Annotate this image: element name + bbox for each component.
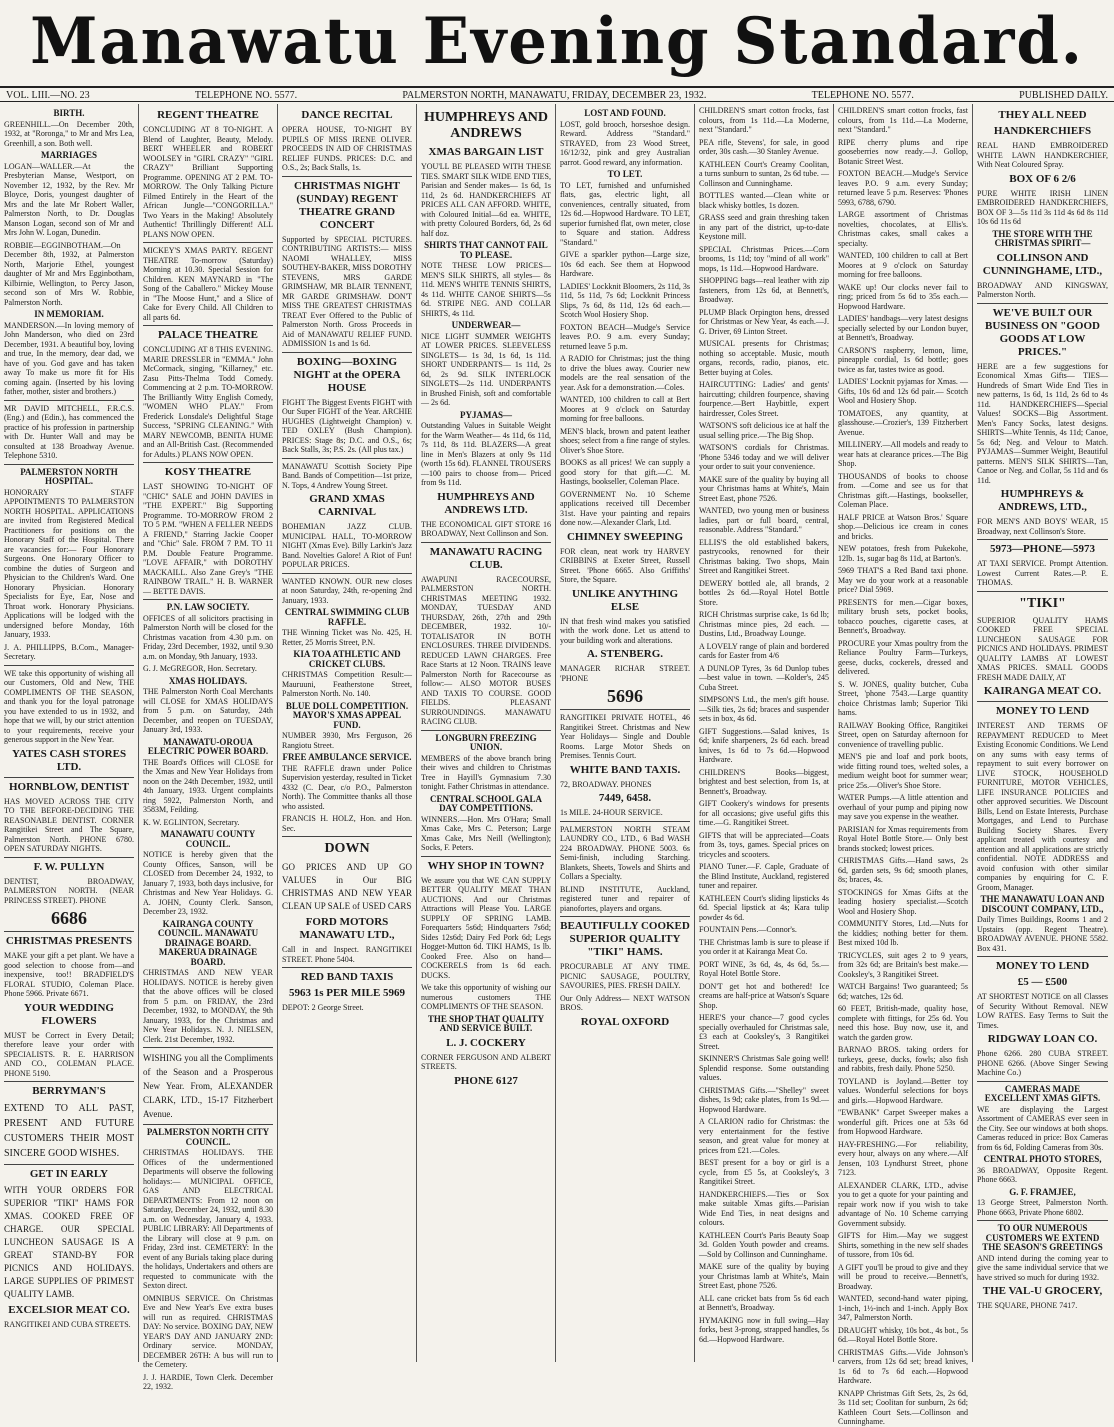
yates-signature: YATES CASH STORES LTD. (11, 747, 127, 773)
divider (421, 542, 551, 543)
cockery-tagline: THE SHOP THAT QUALITY AND SERVICE BUILT. (427, 1013, 545, 1033)
divider (143, 325, 273, 326)
classified-ad: NEW potatoes, fresh from Pukekohe, 12lb. 1s, sugar bag 8s 11d, at Barton's. (838, 544, 968, 563)
divider (560, 709, 690, 710)
wanted-known-notice: WANTED KNOWN. OUR new closes at noon Saturday, 24th, re-opening 2nd January, 1933. (282, 576, 412, 605)
freezing-union-notice: MEMBERS of the above branch bring their wives and children to Christmas Tree in Hayill's Gymnasium 7.30 tonight. Father Christmas in attendance. (421, 753, 551, 791)
power-board-heading: MANAWATU-OROUA ELECTRIC POWER BOARD. (147, 736, 269, 756)
ambulance-signature: FRANCIS H. HOLZ, Hon. and Hon. Sec. (282, 814, 412, 833)
collinson-heading: COLLINSON AND CUNNINGHAME, LTD., (982, 251, 1103, 277)
classified-ad: LADIES' Locknit pyjamas for Xmas. —Gifts, 10s 6d and 12s 6d pair.— Scotch Wool and Hosiery Shop. (838, 377, 968, 405)
palace-heading: PALACE THEATRE (158, 329, 258, 341)
law-society-signature: G. J. McGREGOR, Hon. Secretary. (143, 664, 257, 673)
mickey-notice: MICKEY'S XMAS PARTY. REGENT THEATRE To-morrow (Saturday) Morning at 10.30. Special Session for Children. KEN MAYNARD in "The Song of the Caballero." Mickey Mouse in "The Moose Hunt," and a Slice of Cake for Every Child. All Children to all parts 6d. (143, 246, 273, 322)
divider (282, 967, 412, 968)
underwear-notice: NICE LIGHT SUMMER WEIGHTS AT LOWER PRICES. SLEEVELESS SINGLETS— 1s 3d, 1s 6d, 1s 11d. SHORT UNDERPANTS— 1s 11d, 2s 6d, 2s 9d. SILK INTERLOCK SINGLETS—2s 11d. UNDERPANTS in Brushed Finish, soft and comfortable— 2s 6d. (421, 331, 551, 407)
divider (4, 1164, 134, 1165)
taxi-phone: 5973—PHONE—5973 (989, 543, 1096, 555)
classified-ad: MILLINERY.—All models and ready to wear hats at clearance prices.—The Big Shop. (838, 440, 968, 468)
pullyn-heading: F. W. PULLYN (33, 860, 105, 873)
classified-ad: RICH Christmas surprise cake, 1s 6d lb; Christmas mince pies, 2d each. —Dustins, Ltd., Broadway Lounge. (699, 610, 829, 638)
classified-ad: HAY-FRESHING.—For reliability, every hour, always on any where.—Alf Jensen, 103 Lyndhurst Street, phone 7123. (838, 1139, 968, 1177)
classified-ad: DON'T get hot and bothered! Ice creams are half-price at Watson's Square Shop. (699, 981, 829, 1010)
classified-ad: WATCH Bargains! Two guaranteed; 5s 6d; watches, 12s 6d. (838, 982, 968, 1001)
classified-ad: KATHLEEN Court's Paris Beauty Soap 3d. Golden Youth powder and creams.—Sold by Collinson and Cunninghame. (699, 1230, 829, 1259)
column-1 (0, 104, 139, 1362)
tiki-notice: SUPERIOR QUALITY HAMS COOKED FREE SPECIAL LUNCHEON SAUSAGE FOR PICNICS AND HOLIDAYS. PRIMEST QUALITY LAMBS AT LOWEST XMAS PRICES. SMALL GOODS FRESH MADE DAILY, AT (977, 615, 1108, 682)
val-u-heading: THE VAL-U GROCERY, (982, 1285, 1103, 1297)
loan-amount-range: £5 — £500 (1017, 976, 1068, 988)
classified-ad: WANTED, two young men or business ladies, part or full board, central, reasonable. Address "Standard." (699, 506, 829, 534)
column-6 (695, 104, 834, 1362)
divider (977, 701, 1108, 702)
blue-doll-heading: BLUE DOLL COMPETITION. MAYOR'S XMAS APPEAL FUND. (285, 700, 409, 730)
classified-ad: CHRISTMAS Gifts.—Hand saws, 2s 6d, garden sets, 9s 6d; smooth planes, 8s; braces, 4s. (838, 856, 968, 884)
doctor-notice: MR DAVID MITCHELL, F.R.C.S. (Eng.) and (Edin.), has commenced the practice of his profession in partnership with Dr. Hunter Wall and may be consulted at 138 Broadway Avenue. Telephone 5310. (4, 403, 134, 460)
classified-ad: KATHLEEN Court's sliding lipsticks 4s 6d. Special lipstick at 4s; Kara tulip powder 4s 6d. (699, 893, 829, 922)
classified-ad: SKINNER'S Christmas Sale going well! Splendid response. Some outstanding values. (699, 1054, 829, 1082)
divider (143, 1124, 273, 1125)
city-council-signature: J. J. HARDIE, Town Clerk. December 22, 1932. (143, 1372, 273, 1391)
gala-day-notice: WINNERS.—Hon. Mrs O'Hara; Small Xmas Cake, Mrs C. Peterson; Large Xmas Cake, Mrs Neill (Wellington); Socks, F. Peters. (421, 814, 551, 852)
ridgway-heading: RIDGWAY LOAN CO. (987, 1033, 1098, 1045)
kia-toa-heading: KIA TOA ATHLETIC AND CRICKET CLUBS. (293, 649, 401, 669)
carnival-heading: GRAND XMAS CARNIVAL (309, 493, 385, 518)
blue-doll-notice: NUMBER 3930, Mrs Ferguson, 26 Rangiotu Street. (282, 731, 412, 750)
divider (282, 458, 412, 459)
unlike-heading: UNLIKE ANYTHING ELSE (571, 587, 679, 613)
classified-ad: S. W. JONES, quality butcher, Cuba Street, 'phone 7543.—Large quantity choice Christmas lamb; Superior Tiki hams. (838, 679, 968, 717)
classified-ad: "EWBANK" Carpet Sweeper makes a wonderful gift. Prices one at 53s 6d from Hopwood Hardware. (838, 1108, 968, 1136)
yates-notice: WE take this opportunity of wishing all our Customers, Old and New, THE COMPLIMENTS OF THE SEASON, and thank you for the loyal patronage you have extended to us in 1932, and hope that we will, by our strict attention to your requirements, receive your generous support in the New Year. (4, 668, 134, 744)
humphreys-footer: THE ECONOMICAL GIFT STORE 16 BROADWAY, Next Collinson and Son. (421, 519, 551, 538)
classified-ad: MAKE sure of the quality by buying your Christmas lamb at White's, Main Street East, phone 7526. (699, 1262, 829, 1290)
to-let-notice: TO LET, furnished and unfurnished flats, gas, electric light, all conveniences, centrally situated, from 12s 6d.—Hopwood Hardware. TO LET, superior furnished flat, own meter, close to Square and station. Address "Standard." (560, 180, 690, 247)
classified-ad: ELLIS'S the old established bakers, pastrycooks, renowned for their Christmas baking. Two shops, Main Street and Rangitikei Street. (699, 537, 829, 575)
dance-notice: OPERA HOUSE, TO-NIGHT BY PUPILS OF MISS IRENE OLIVER. PROCEEDS IN AID OF CHRISTMAS RELIEF FUNDS. PRICES: D.C. and O.S., 2s; Back Stalls, 1s. (282, 125, 412, 172)
classified-ad: GIFT Cookery's windows for presents for all occasions; give useful gifts this time.—G. Rangitikei Street. (699, 799, 829, 827)
red-band-taxis-heading: RED BAND TAXIS (300, 971, 394, 983)
good-goods-notice: HERE are a few suggestions for Economical Xmas Gifts— TIES—Hundreds of Smart Wide End Ties in new patterns, 1s 6d, 1s 11d, 2s 6d to 4s 11d. HANDKERCHIEFS—Special Values! SOCKS—Big Assortment. Men's Fancy Socks, latest designs. SHIRTS—White Tennis, 4s 11d; Canoe, 5s 6d; Neg. and Velour to Match. PYJAMAS—Summer Weight, Beautiful patterns. MEN'S SILK SHIRTS—Tan, Canoe or Neg. and Collar, 5s 11d and 6s 11d. (977, 361, 1108, 485)
cameras-heading: CAMERAS MADE EXCELLENT XMAS GIFTS. (984, 1083, 1101, 1103)
divider (4, 857, 134, 858)
classified-ad: HYMAKING now in full swing—Hay forks, best 3-prong, strapped handles, 5s 6d.—Hopwood Hardware. (699, 1315, 829, 1344)
classified-ad: MEN'S black, brown and patent leather shoes; select from a fine range of styles. Oliver's Shoe Store. (560, 426, 690, 455)
divider (143, 599, 273, 600)
season-thanks: We take this opportunity of wishing our numerous customers THE COMPLIMENTS OF THE SEASON. (421, 983, 551, 1011)
shirts-heading: SHIRTS THAT CANNOT FAIL TO PLEASE. (424, 240, 548, 260)
humphreys-andrews-notice: FOR MEN'S AND BOYS' WEAR, 15 Broadway, next Collinson's Store. (977, 517, 1108, 536)
classified-ad: A GIFT you'll be proud to give and they will be proud to receive.—Bennett's, Broadway. (838, 1262, 968, 1291)
stenberg-notice: MANAGER RICHAR STREET. 'PHONE (560, 664, 690, 683)
classified-ad: KATHLEEN Court's Creamy Coolitan, a turns sunburn to suntan, 2s 6d tube. —Collinson and Cunninghame. (699, 159, 829, 188)
classified-ad: BARNAO BROS. taking orders for turkeys, geese, ducks, fowls; also fish and rabbits, fresh daily. Phone 5250. (838, 1045, 968, 1073)
classified-ad: PIANO Tuner.—F. Caple, Graduate of the Blind Institute, Auckland, registered tuner and repairer. (699, 862, 829, 890)
regent-notice: CONCLUDING AT 8 TO-NIGHT. A Blend of Laughter, Beauty, Melody. BERT WHEELER and ROBERT WOOLSEY in "GIRL CRAZY" "GIRL CRAZY" Brilliant Supporting Programme. OPENING AT 2 P.M. TO-MORROW. The Only Talking Picture Filmed Entirely in the Heart of the African Jungle—"CONGORILLA." Two Years in the Making! Absolutely Authentic! Thrillingly Different! ALL PLANS NOW OPEN. (143, 125, 273, 239)
stenberg-phone: 5696 (607, 686, 643, 706)
classified-ad: SHOPPING bags—real leather with zip fasteners, from 12s 6d, at Bennett's, Broadway. (699, 276, 829, 304)
humphreys-andrews-heading: HUMPHREYS & ANDREWS, LTD., (998, 488, 1087, 513)
classified-ad: CHILDREN'S Books—biggest, brightest and best selection, from 1s, at Bennett's, Broadway. (699, 767, 829, 796)
classified-ad: TOYLAND is Joyland.—Better toy values. Wonderful selections for boys and girls.—Hopwood Hardware. (838, 1076, 968, 1105)
classified-ad: COMMUNITY Stores, Ltd.—Nuts for the kiddies; nothing better for them. Best mixed 10d lb. (838, 919, 968, 947)
swimming-notice: THE Winning Ticket was No. 425, H. Retter, 25 Morris Street, P.N. (282, 628, 412, 647)
customers-heading: TO OUR NUMEROUS CUSTOMERS WE EXTEND THE SEASON'S GREETINGS (982, 1223, 1103, 1252)
tiki-hams-heading: BEAUTIFULLY COOKED SUPERIOR QUALITY "TIKI" HAMS. (560, 920, 690, 958)
cockery-address: CORNER FERGUSON AND ALBERT STREETS. (421, 1052, 551, 1071)
classified-ad: GOVERNMENT No. 10 Scheme applications received till December 31st. Have your painting and repairs done now.—Alexander Clark, Ltd. (560, 489, 690, 527)
divider (977, 956, 1108, 957)
val-u-address: THE SQUARE, PHONE 7417. (977, 1301, 1078, 1310)
classified-ad: THOUSANDS of books to choose from. —Come and see us for that Christmas gift.—Hastings, bookseller, Coleman Place. (838, 471, 968, 509)
divider (977, 303, 1108, 304)
classified-ad: HAIRCUTTING: Ladies' and gents' haircutting; children fourpence, shaving fourpence.—Bert Haybittle, expert hairdresser, Coles Street. (699, 380, 829, 418)
classified-ad: TOMATOES, any quantity, at glasshouse.—Crozier's, 139 Fitzherbert Avenue. (838, 408, 968, 437)
boxing-heading: BOXING—BOXING NIGHT at the OPERA HOUSE (293, 355, 401, 394)
classified-ad: CHILDREN'S smart cotton frocks, fast colours, from 1s 11d.—La Moderne, next "Standard." (838, 106, 968, 134)
hornblow-heading: HORNBLOW, DENTIST (8, 780, 130, 793)
place-and-date: PALMERSTON NORTH, MANAWATU, FRIDAY, DECEMBER 23, 1932. (402, 90, 707, 101)
cockery-heading: L. J. COCKERY (446, 1036, 526, 1049)
classified-ad: GIFT Suggestions.—Salad knives, 1s 6d; knife sharpeners, 2s 6d each. bread knives, 1s 6d to 7s 6d.—Hopwood Hardware. (699, 726, 829, 764)
classified-ad: BOTTLES wanted.—Clean white or black whisky bottles, 1s dozen. (699, 191, 829, 210)
divider (977, 591, 1108, 592)
excelsior-address: RANGITIKEI AND CUBA STREETS. (4, 1320, 131, 1329)
kairanga-meat-heading: KAIRANGA MEAT CO. (983, 685, 1102, 697)
divider (977, 1220, 1108, 1221)
classified-ad: STOCKINGS for Xmas Gifts at the leading hosiery specialist.—Scotch Wool and Hosiery Shop. (838, 887, 968, 916)
divider (4, 777, 134, 778)
classified-ad: SPECIAL Christmas Prices.—Corn brooms, 1s 11d; toy "mind of all work" mops, 1s 11d.—Hopwood Hardware. (699, 244, 829, 273)
pyjamas-heading: PYJAMAS— (460, 409, 512, 420)
marriage-notice: ROBBIE—EGGINBOTHAM.—On December 8th, 1932, at Palmerston North, Marjorie Ethel, youngest daughter of Mr and Mrs Egginbotham, Kilbirnie, Wellington, to Percy Jason, second son of Mrs W. Robbie, Palmerston North. (4, 240, 134, 307)
masthead (0, 0, 1114, 84)
marriages-heading: MARRIAGES (40, 150, 97, 160)
loan-company-heading: THE MANAWATU LOAN AND DISCOUNT COMPANY, LTD., (980, 894, 1105, 914)
white-band-taxis-phones: 7449, 6458. (598, 792, 652, 804)
classified-ad: HERE'S your chance—7 good cycles specially overhauled for Christmas sale, £3 each at Cooksley's, 3 Rangitikei Street. (699, 1013, 829, 1051)
county-council-heading: MANAWATU COUNTY COUNCIL. (160, 829, 256, 849)
hospital-signature: J. A. PHILLIPPS, B.Com., Manager-Secretary. (4, 642, 134, 661)
column-5 (556, 104, 695, 1362)
cockery-phone: PHONE 6127 (454, 1074, 518, 1087)
blind-institute-notice: BLIND INSTITUTE, Auckland, registered tuner and repairer of pianofortes, players and organs. (560, 884, 690, 913)
underwear-heading: UNDERWEAR— (451, 320, 521, 330)
humphreys-footer-heading: HUMPHREYS AND ANDREWS LTD. (437, 490, 535, 516)
bargain-list-heading: XMAS BARGAIN LIST (428, 146, 544, 158)
money-heading-2: MONEY TO LEND (995, 960, 1090, 972)
classified-ad: GIFTS that will be appreciated—Coats from 3s, toys, games. Special prices on tricycles and scooters. (699, 830, 829, 859)
masthead-title: Manawatu Evening Standard. (30, 4, 1084, 79)
ambulance-heading: FREE AMBULANCE SERVICE. (282, 752, 412, 762)
freezing-union-heading: LONGBURN FREEZING UNION. (435, 732, 537, 752)
hotel-notice: RANGITIKEI PRIVATE HOTEL, 46 Rangitikei Street. Christmas and New Year Holidays— Single and Double Rooms. Large Motor Sheds on Premises. Tennis Court. (560, 713, 690, 760)
ford-notice: Call in and Inspect. RANGITIKEI STREET. Phone 5404. (282, 945, 412, 964)
memoriam-heading: IN MEMORIAM. (34, 309, 104, 319)
classified-ad: KNAPP Christmas Gift Sets, 2s, 2s 6d, 3s 11d set; Coolitan for sunburn, 2s 6d; Kathleen Court Sets.—Collinson and Cunninghame. (838, 1388, 968, 1426)
classified-ad: RAILWAY Booking Office, Rangitikei Street, open on Saturday afternoon for convenience of travelling public. (838, 720, 968, 749)
ties-notice: YOU'LL BE PLEASED WITH THESE TIES. SMART SILK WIDE END TIES, Parisian and Sender makes— 1s 6d, 1s 11d, 2s 6d. HANDKERCHIEFS AT PRICES ALL CAN AFFORD. WHITE, with Coloured Initial—6d ea. WHITE, with pretty Coloured Borders, 6d, 2s 6d half doz. (421, 162, 551, 238)
classified-ad: PROCURE your Xmas poultry from the Reliance Poultry Farm—Turkeys, geese, ducks, cockerels, dressed and delivered. (838, 638, 968, 676)
classified-ad: LADIES' Lockknit Bloomers, 2s 11d, 3s 11d, 5s 11d, 7s 6d; Lockknit Princess Slips, 7s 6d, 8s 11d, 12s 6d each.— Scotch Wool Hosiery Shop. (560, 281, 690, 319)
concert-heading: CHRISTMAS NIGHT (SUNDAY) REGENT THEATRE GRAND CONCERT (293, 179, 401, 231)
city-council-heading: PALMERSTON NORTH CITY COUNCIL. (146, 1127, 270, 1147)
why-shop-heading: WHY SHOP IN TOWN? (427, 859, 545, 872)
divider (4, 464, 134, 465)
classified-ad: A DUNLOP Tyres, 3s 6d Dunlop tubes—best value in town. —Kolder's, 245 Cuba Street. (699, 663, 829, 692)
divider (4, 400, 134, 401)
get-in-early-heading: GET IN EARLY (29, 1168, 109, 1180)
divider (4, 665, 134, 666)
classified-ad: PEA rifle, Stevens', for sale, in good order, 30s cash.—30 Stanley Avenue. (699, 137, 829, 156)
money-to-lend-notice: INTEREST AND TERMS OF REPAYMENT REDUCED to Meet Existing Economic Conditions. We Lend on any sums with easy terms of repayment to suit every borrower on LIVE STOCK, HOUSEHOLD FURNITURE, MOTOR VEHICLES, LIFE INSURANCE POLICIES and other approved securities. We Discount Bills, Lend on Estate Interests, Purchase Mortgages, and Lend to Purchase Building Society Shares. Every applicant treated with courtesy and attention and all applications are strictly confidential. NOTE ADDRESS and avoid confusion with other similar companies by enquiring for C. F. Groom, Manager. (977, 721, 1108, 892)
carnival-notice: BOHEMIAN JAZZ CLUB. MUNICIPAL HALL, TO-MORROW NIGHT (Xmas Eve). Billy Larkin's Jazz Band. Novelties Galore! A Riot of Fun! POPULAR PRICES. (282, 522, 412, 569)
classified-ad: CHILDREN'S smart cotton frocks, fast colours, from 1s 11d.—La Moderne, next "Standard." (699, 106, 829, 134)
classified-ad: SIMPSON'S Ltd., the men's gift house. —Silk ties, 2s 6d; braces and suspender sets in box, 4s 6d. (699, 695, 829, 723)
classified-ad: PLUMP Black Orpington hens, dressed for Christmas or New Year, 4s each.—J. G. Driver, 69 Linton Street. (699, 307, 829, 336)
berryman-notice: EXTEND TO ALL PAST, PRESENT AND FUTURE CUSTOMERS THEIR MOST SINCERE GOOD WISHES. (4, 1103, 134, 1159)
taxi-notice: AT TAXI SERVICE. Prompt Attention. Lowest Current Rates.—P. E. THOMAS. (977, 559, 1108, 587)
white-band-taxis-address: 72, BROADWAY. PHONES (560, 779, 652, 789)
divider (143, 462, 273, 463)
classified-ad: A RADIO for Christmas; just the thing to drive the blues away. Courier new models are the real sensation of the year. Ask for a demonstration.—Coles. (560, 354, 690, 392)
classified-ad: 5969 THAT'S a Red Band taxi phone. May we do your work at a reasonable price? Dial 5969. (838, 566, 968, 594)
classified-ad: CARSON'S raspberry, lemon, lime, pineapple cordial, 1s 6d bottle; goes twice as far, tastes twice as good. (838, 345, 968, 374)
hospital-heading: PALMERSTON NORTH HOSPITAL. (20, 466, 118, 486)
photo-stores-heading: CENTRAL PHOTO STORES, (983, 1154, 1102, 1164)
swimming-heading: CENTRAL SWIMMING CLUB RAFFLE. (284, 607, 410, 627)
classified-ad: DRAUGHT whisky, 10s bot., 4s bot., 5s 6d.—Royal Hotel Bottle Store. (838, 1325, 968, 1344)
power-board-notice: THE Board's Offices will CLOSE for the Xmas and New Year Holidays from noon on the 24th December, 1932, until 4th January, 1933. Urgent complaints ring 5922, Palmerston North, and 3583M, Feilding. (143, 757, 273, 814)
classified-ad: CHRISTMAS Gifts.—Vide Johnson's carvers, from 12s 6d set; bread knives, 1s 6d to 7s 6d each.—Hopwood Hardware. (838, 1347, 968, 1385)
birth-notice: GREENHILL.—On December 20th, 1932, at "Roronga," to Mr and Mrs Lea, Greenhill, a son. Both well. (4, 119, 134, 148)
classified-ad: WAKE up! Our clocks never fail to ring; priced from 5s 6d to 35s each.—Hopwood Hardware. (838, 282, 968, 311)
classified-ad: FOXTON BEACH—Mudge's Service leaves P.O. 9 a.m. every Sunday; returned leave 5 p.m. (560, 322, 690, 351)
down-notice: GO PRICES AND UP GO VALUES in Our BIG CHRISTMAS AND NEW YEAR CLEAN UP SALE of USED CARS (282, 862, 412, 911)
lost-found-notice: LOST, gold brooch, horseshoe design. Reward. Address "Standard." STRAYED, from 23 Wood Street, 16/12/32, pink and grey Australian parrot. Good reward, any information. (560, 119, 690, 167)
tiki-hams-notice: PROCURABLE AT ANY TIME. PICNIC SAUSAGE, POULTRY, SAVOURIES, PIES. FRESH DAILY. (560, 962, 690, 990)
classified-ad: PARISIAN for Xmas requirements from Royal Hotel Bottle Store.— Only best brands stocked; lowest prices. (838, 824, 968, 853)
law-society-notice: OFFICES of all solicitors practising in Palmerston North will be closed for the Christmas vacation from 4.30 p.m. on Friday, 23rd December, 1932, until 9.30 a.m. on Monday, 9th January, 1933. (143, 613, 273, 661)
telephone-left: TELEPHONE NO. 5577. (194, 90, 298, 101)
irish-linen-notice: PURE WHITE IRISH LINEN EMBROIDERED HANDKERCHIEFS, BOX OF 3—5s 11d 3s 11d 4s 6d 8s 11d 10s 6d 11s 6d (977, 188, 1108, 226)
classified-ad: WANTED, 100 children to call at Bert Moores at 9 o'clock on Saturday morning for free balloons. (560, 395, 690, 423)
gala-day-heading: CENTRAL SCHOOL GALA DAY COMPETITIONS. (429, 793, 543, 813)
classified-ad: HANDKERCHIEFS.—Ties or Sox make suitable Xmas gifts.—Parisian Wide End Ties, in neat designs and colours. (699, 1189, 829, 1227)
royal-oxford-heading: ROYAL OXFORD (580, 1015, 670, 1028)
classified-ad: PORT WINE, 3s 6d, 4s, 4s 6d, 5s.— Royal Hotel Bottle Store. (699, 959, 829, 978)
handkerchiefs-heading: HANDKERCHIEFS (993, 125, 1092, 137)
county-council-notice: NOTICE is hereby given that the County Offices, Sanson, will be CLOSED from December 24, 1932, to January 7, 1933, both days inclusive, for Christmas and New Year Holidays. G. A. JOHN, County Clerk. Sanson, December 23, 1932. (143, 850, 273, 916)
white-band-taxis-heading: WHITE BAND TAXIS. (569, 763, 681, 776)
presents-notice: MAKE your gift a pet plant. We have a good selection to choose from—and inexpensive, too!! BRADFIELD'S FLORAL STUDIO, Coleman Place. Phone 5966. Private 6671. (4, 951, 134, 998)
regent-heading: REGENT THEATRE (157, 109, 259, 121)
power-board-signature: K. W. EGLINTON, Secretary. (143, 817, 240, 827)
kosy-notice: LAST SHOWING TO-NIGHT OF "CHIC" SALE and JOHN DAVIES in "THE EXPERT." Big Supporting Programme. TO-MORROW FROM 2 TO 5 P.M. "WHEN A FELLER NEEDS A FRIEND," Starring Jackie Cooper and "Chic" Sale. FROM 7 P.M. TO 11 P.M. Double Feature Programme. "LOVE AFFAIR," with DOROTHY MACKAILL. Also Zane Grey's "THE RAINBOW TRAIL." H. B. WARNER — BETTE DAVIS. (143, 482, 273, 596)
divider (282, 176, 412, 177)
marriage-notice: LOGAN—WALLER.—At the Presbyterian Manse, Westport, on November 12, 1932, by the Rev. Mr Bloyce, Doris, youngest daughter of Mrs and the late Mr Robert Waller, Palmerston North, to Dr. Douglas Manson Logan, second son of Mr and Mrs John W. Logan, Dunedin. (4, 161, 134, 237)
divider (282, 352, 412, 353)
loan-company-address: Daily Times Buildings, Rooms 1 and 2 Upstairs (opp. Regent Theatre). BROADWAY AVENUE. PHONE 5582. Box 431. (977, 915, 1108, 953)
unlike-notice: IN that fresh wind makes you satisfied with the work done. Let us attend to your building work and alterations. (560, 616, 690, 645)
boxing-notice: FIGHT The Biggest Events FIGHT with Our Super FIGHT of the Year. ARCHIE HUGHES (Lightweight Champion) v. TED OXLEY (Bush Champion). PRICES: Stage 8s; D.C. and O.S., 6s; Back Stalls, 3s; P.S. 2s. (All plus tax.) (282, 397, 412, 454)
kia-toa-notice: CHRISTMAS Competition Result:— Mauruuni, Featherstone Street, Palmerston North. No. 140. (282, 670, 412, 698)
racing-club-notice: AWAPUNI RACECOURSE, PALMERSTON NORTH. CHRISTMAS MEETING 1932. MONDAY, TUESDAY AND THURSDAY, 26th, 27th and 29th DECEMBER, 1932. 10/- TOTALISATOR IN BOTH ENCLOSURES. THREE DIVIDENDS. REDUCED LAWN CHARGES. Free Race Starts at 12 Noon. TRAINS leave Palmerston North for Racecourse as follow:— ALSO MOTOR BUSES AND TAXIS TO COURSE. GOOD FIELDS. PLEASANT SURROUNDINGS. MANAWATU RACING CLUB. (421, 574, 551, 726)
xmas-holidays-heading: XMAS HOLIDAYS. (168, 675, 248, 686)
divider (143, 1047, 273, 1048)
classified-ad: CHRISTMAS Gifts.—"Shelley" sweet dishes, 1s 9d; cake plates, from 1s 9d.—Hopwood Hardware. (699, 1085, 829, 1114)
classified-ad: MAKE sure of the quality by buying all your Christmas hams at White's, Main Street East, phone 7526. (699, 474, 829, 503)
classified-ad: DEWERY bottled ale, all brands, 2 bottles 2s 6d.—Royal Hotel Bottle Store. (699, 578, 829, 607)
excelsior-heading: EXCELSIOR MEAT CO. (8, 1304, 130, 1316)
get-in-early-notice: WITH YOUR ORDERS FOR SUPERIOR "TIKI" HAMS FOR XMAS. COOKED FREE OF CHARGE. OUR SPECIAL LUNCHEON SAUSAGE IS A GREAT STAND-BY FOR PICNICS AND HOLIDAYS. LARGE SUPPLIES OF PRIMEST QUALITY LAMB. (4, 1185, 134, 1299)
ford-heading: FORD MOTORS MANAWATU LTD., (299, 916, 395, 941)
classified-ad: ALL cane cricket bats from 5s 6d each at Bennett's, Broadway. (699, 1293, 829, 1312)
classified-ad: HALF PRICE at Watson Bros.' Square shop.—Delicious ice cream in cones and bricks. (838, 512, 968, 541)
classified-ad: MUSICAL presents for Christmas; nothing so acceptable. Music, mouth organs, records, radio, pianos, etc. Better buying at Coles. (699, 339, 829, 377)
framjee-address: 13 George Street, Palmerston North. Phone 6663, Private Phone 6802. (977, 1198, 1108, 1217)
pyjamas-notice: Outstanding Values in Suitable Weight for the Warm Weather— 4s 11d, 6s 11d, 7s 11d, 8s 11d. BLAZERS—A great line in Men's Blazers at only 9s 11d (worth 15s 6d). FLANNEL TROUSERS—100 pairs to choose from— Priced from 9s 11d. (421, 421, 552, 487)
kairanga-heading: KAIRANGA COUNTY COUNCIL. MANAWATU DRAINAGE BOARD. MAKERUA DRAINAGE BOARD. (157, 918, 259, 967)
classified-ad: MEN'S pie and loaf and pork boots, wide fitting round toes, welted soles, a medium weight boot for summer wear; price 25s.—Oliver's Shoe Store. (838, 752, 968, 790)
pullyn-notice: DENTIST, BROADWAY, PALMERSTON NORTH. (NEAR PRINCESS STREET). PHONE (4, 876, 134, 905)
collinson-address: BROADWAY AND KINGSWAY, Palmerston North. (977, 280, 1108, 299)
divider (282, 836, 412, 837)
column-2 (139, 104, 278, 1391)
omnibus-notice: OMNIBUS SERVICE. On Christmas Eve and New Year's Eve extra buses will run as required. CHRISTMAS DAY: No service. BOXING DAY, NEW YEAR'S DAY AND JANUARY 2ND: Ordinary service. MONDAY, DECEMBER 26TH: A bus will run to the Cemetery. (143, 1293, 273, 1369)
handkerchiefs-notice: REAL HAND EMBROIDERED WHITE LAWN HANDKERCHIEF, With Neat Coloured Spray. (977, 141, 1108, 169)
classified-ad: A CLARION radio for Christmas: the very entertainment for the festive season, and great value for money at prices from £21.—Coles. (699, 1117, 829, 1155)
photo-stores-address: 36 BROADWAY, Opposite Regent. Phone 6663. (977, 1165, 1108, 1184)
classified-ad: PRESENTS for men.—Cigar boxes, military brush sets, pocket books, tobacco pouches, cigarette cases, at Bennett's, Broadway. (838, 597, 968, 635)
customers-notice: AND intend during the coming year to give the same individual service that we have strived so much for during 1932. (977, 1253, 1108, 1282)
presents-heading: CHRISTMAS PRESENTS (5, 935, 133, 947)
column-8 (973, 104, 1112, 1362)
xmas-holidays-notice: THE Palmerston North Coal Merchants will CLOSE for XMAS HOLIDAYS from 5 p.m. on Saturday, 24th December, and reopen on TUESDAY, January 3rd, 1933. (143, 687, 273, 734)
classified-ad: RIPE cherry plums and ripe gooseberries now ready.—J. Gollop, Botanic Street West. (838, 137, 968, 166)
classified-ad: GRASS seed and grain threshing taken in any part of the district, up-to-date Keystone mill. (699, 213, 829, 241)
classified-ad: LADIES' handbags—very latest designs specially selected by our London buyer, at Bennett's, Broadway. (838, 314, 968, 342)
red-band-taxis-depot: DEPOT: 2 George Street. (282, 1003, 364, 1012)
christmas-spirit-heading: THE STORE WITH THE CHRISTMAS SPIRIT— (992, 228, 1093, 248)
dance-heading: DANCE RECITAL (301, 109, 393, 121)
classified-ad: 60 FEET, British-made, quality hose, complete with fittings, for 25s 6d. You need this hose. Buy now, use it, and watch the garden grow. (838, 1004, 968, 1042)
volume-number: VOL. LIII.—NO. 23 (6, 90, 90, 101)
classified-ad: A LOVELY range of plain and bordered cards for Easter from 4/6 (699, 641, 829, 660)
classified-ad: TRICYCLES, suit ages 2 to 9 years, from 32s 6d; are Britain's best make.—Cooksley's, 3 Rangitikei Street. (838, 950, 968, 979)
divider (4, 931, 134, 932)
hospital-notice: HONORARY STAFF APPOINTMENTS TO PALMERSTON NORTH HOSPITAL. APPLICATIONS are invited from Registered Medical Practitioners for positions on the Honorary Staff of the Hospital. There are vacancies for:— Four Honorary Surgeons. One Honorary Officer to combine the duties of Surgeon and Physician to the Children's Ward. One Honorary Physician. Honorary Specialists for Eye, Ear, Nose and Throat work. Honorary Physicians. Applications will be lodged with the undersigned before Monday, 16th January, 1933. (4, 487, 134, 639)
they-all-need-heading: THEY ALL NEED (998, 109, 1087, 121)
memoriam-notice: MANDERSON.—In loving memory of John Manderson, who died on 23rd December, 1931. A beautiful boy, loving and true, In the memory, dear dad, we have of you. God gave and has taken away To make us more fit for His coming again. (Inserted by his loving father, mother, sister and brothers.) (4, 320, 134, 396)
wedding-notice: MUST be Correct in Every Detail; therefore leave your order with SPECIALISTS. R. E. HARRISON AND CO., COLEMAN PLACE. PHONE 5190. (4, 1030, 134, 1078)
classified-ad: FOUNTAIN Pens.—Connor's. (699, 925, 797, 934)
published-daily: PUBLISHED DAILY. (1019, 90, 1108, 101)
pipe-band-notice: MANAWATU Scottish Society Pipe Band. Bands of Competition—1st prize, N. Tops, 4 Andrew Young Street. (282, 461, 412, 490)
palace-notice: CONCLUDING AT 8 THIS EVENING. MARIE DRESSLER in "EMMA." John McCormack, singing, "Killarney," etc. Zasu Pitts-Thelma Todd Comedy. Commencing at 2 p.m. TO-MORROW. The Brilliantly Witty English Comedy, "WOMEN WHO PLAY." From Frederick Lonsdale's Delightful Stage Success, "SPRING CLEANING." With MARY NEWCOMB, BENITA HUME and an All-British Cast. (Recommended for Adults.) PLANS NOW OPEN. (143, 345, 273, 459)
divider (977, 1081, 1108, 1082)
divider (143, 242, 273, 243)
lost-found-heading: LOST AND FOUND. (584, 108, 666, 118)
telephone-right: TELEPHONE NO. 5577. (811, 90, 914, 101)
ridgway-address: Phone 6266. 280 CUBA STREET. PHONE 6266. (Above Singer Sewing Machine Co.) (977, 1049, 1108, 1077)
classified-ad: WANTED, 100 children to call at Bert Moores at 9 o'clock on Saturday morning for free balloons. (838, 251, 968, 279)
classified-ad: THE Christmas lamb is sure to please if you order it at Kairanga Meat Co. (699, 937, 829, 956)
classified-ad: BEST present for a boy or girl is a cycle, from £5 5s, at Cooksley's, 3 Rangitikei Street. (699, 1158, 829, 1186)
classified-ad: GIVE a sparkler python—Large size, 10s 6d each. See them at Hopwood Hardware. (560, 250, 690, 278)
divider (421, 730, 551, 731)
column-4 (417, 104, 556, 1362)
hornblow-notice: HAS MOVED ACROSS THE CITY TO THE BEFORE-DECIDING THE REASONABLE DENTIST. CORNER Rangitikei Street and The Square, Palmerston North. PHONE 6780. OPEN SATURDAY NIGHTS. (4, 796, 134, 853)
classified-ad: GIFTS for Him.—May we suggest Shirts, something in the new self shades of tussore, from 10s 6d. (838, 1231, 968, 1259)
clark-greeting: WISHING you all the Compliments of the Season and a Prosperous New Year. From, ALEXANDER CLARK, LTD., 15-17 Fitzherbert Avenue. (143, 1053, 273, 1119)
good-goods-heading: WE'VE BUILT OUR BUSINESS ON "GOOD GOODS AT LOW PRICES." (985, 306, 1100, 358)
classified-ad: FOXTON BEACH.—Mudge's Service leaves P.O. 9 a.m. every Sunday; returned leave 5 p.m. Reserves: 'Phones 5993, 6788, 6790. (838, 169, 968, 207)
city-council-notice: CHRISTMAS HOLIDAYS. THE Offices of the undermentioned Departments will observe the following holidays:— MUNICIPAL OFFICE, GAS AND ELECTRICAL DEPARTMENTS: From 12 noon on Saturday, December 24, 1932, until 8.30 a.m. on Wednesday, January 4, 1933. PUBLIC LIBRARY: All Departments of the Library will close at 9 p.m. on Friday, 23rd inst. CEMETERY: In the event of any Burials taking place during the holidays, Undertakers and others are requested to communicate with the Sexton direct. (143, 1148, 273, 1290)
births-heading: BIRTH. (53, 108, 85, 118)
racing-club-heading: MANAWATU RACING CLUB. (429, 545, 543, 571)
concert-notice: Supported by SPECIAL PICTURES. CONTRIBUTING ARTISTS:— MISS NAOMI WHALLEY, MISS SOUTHEY-BAKER, MISS DOROTHY STEVENS, MRS GARDE GRIMSHAW, MR BLAIR TENNENT, MR GARDE GRIMSHAW. DON'T MISS THE GREATEST CHRISTMAS TREAT Ever Offered to the Public of Palmerston North. Gross Proceeds in Aid of MANAWATU RELIEF FUND. ADMISSION 1s and 1s 6d. (282, 234, 413, 348)
shirts-notice: NOTE THESE LOW PRICES— MEN'S SILK SHIRTS, all styles— 8s 11d. MEN'S WHITE TENNIS SHIRTS, 4s 11d. WHITE CANOE SHIRTS—5s 6d. STRIPE NEG. AND COLLAR SHIRTS, 4s 11d. (421, 261, 551, 318)
classified-ad: ALEXANDER CLARK, LTD., advise you to get a quote for your painting and repair work now if you wish to take advantage of No. 10 Scheme carrying Government subsidy. (838, 1180, 968, 1228)
columns (0, 104, 1114, 1426)
ambulance-notice: THE RAFFLE drawn under Police Supervision yesterday, resulted in Ticket 4332 (C. Dear, c/o P.O., Palmerston North). The Committee thanks all those who assisted. (282, 763, 412, 811)
to-let-heading: TO LET. (607, 169, 643, 179)
dateline (0, 86, 1114, 102)
why-shop-notice: We assure you that WE CAN SUPPLY BETTER QUALITY MEAT THAN AUCTIONS. And our Christmas Attractions will Please You. LARGE SUPPLY OF SPRING LAMB. Forequarters 5s6d; Hindquarters 7s6d; Sides 12s6d; Dairy Fed Pork 6d; Legs Hogget-Mutton 6d. TIKI HAMS, 1s lb. Cooked Free. Also on hand— COCKERELS from 1s 6d each. DUCKS. (421, 875, 551, 980)
divider (560, 916, 690, 917)
divider (560, 821, 690, 822)
divider (421, 856, 551, 857)
classified-ad: WATSON'S soft delicious ice at half the usual selling price.—The Big Shop. (699, 421, 829, 440)
classified-ad: LARGE assortment of Christmas novelties, chocolates, at Ellis's. Christmas cakes, small cakes a specialty. (838, 210, 968, 248)
pullyn-phone: 6686 (51, 908, 87, 928)
column-3 (278, 104, 417, 1362)
down-heading: DOWN (324, 841, 370, 856)
cameras-notice: WE are displaying the Largest Assortment of CAMERAS ever seen in the City. See our windows at both shops. Cameras reduced in price: Box Cameras from 6s 6d, Folding Cameras from 30s. (977, 1104, 1108, 1152)
berryman-heading: BERRYMAN'S (32, 1085, 106, 1097)
kosy-heading: KOSY THEATRE (164, 466, 252, 478)
tiki-heading: "TIKI" (1019, 595, 1066, 611)
white-band-taxis-rate: 1s MILE. 24-HOUR SERVICE. (560, 808, 663, 817)
classified-ad: WANTED, second-hand water piping, 1-inch, 1½-inch and 1-inch. Apply Box 347, Palmerston North. (838, 1294, 968, 1322)
classified-ad: BOOKS as all prices! We can supply a good story for that gift.—C. M. Hastings, bookseller, Coleman Place. (560, 458, 690, 486)
divider (977, 539, 1108, 540)
handkerchiefs-price: BOX OF 6 2/6 (1009, 172, 1076, 185)
stenberg-heading: A. STENBERG. (586, 648, 664, 660)
chimney-notice: FOR clean, neat work try HARVEY CRIBBINS at Exeter Street, Russell Street. 'Phone 6665. Also Griffiths' Store, the Square. (560, 546, 690, 584)
kairanga-notice: CHRISTMAS AND NEW YEAR HOLIDAYS. NOTICE is hereby given that the above offices will be closed from 5 p.m. on FRIDAY, the 23rd December, 1932, to MONDAY, the 9th January, 1933, for the Christmas and New Year Holidays. N. J. NIELSEN, Clerk. 21st December, 1932. (143, 968, 273, 1044)
classified-ad: WATSON'S cordials for Christmas. 'Phone 5346 today and we will deliver your order to suit your convenience. (699, 443, 829, 471)
red-band-taxis-phones: 5963 1s PER MILE 5969 (288, 987, 406, 999)
laundry-notice: PALMERSTON NORTH STEAM LAUNDRY CO., LTD., 6 Bad WASH 224 BROADWAY. PHONE 5003. 6s Semi-finish, including Starching. Blankets, Sheets, Towels and Shirts and Collars a Specialty. (560, 824, 690, 881)
tiki-hams-address: Our Only Address— NEXT WATSON BROS. (560, 993, 690, 1012)
divider (282, 573, 412, 574)
classified-ad: WATER Pumps.—A little attention and overhaul of your pump and piping now may save you expense in the weather. (838, 793, 968, 821)
chimney-heading: CHIMNEY SWEEPING (566, 530, 684, 543)
law-society-heading: P.N. LAW SOCIETY. (166, 602, 250, 612)
column-7 (834, 104, 973, 1426)
money-notice-2: AT SHORTEST NOTICE on all Classes of Security Without Removal. NEW LOW RATES. Easy Terms to Suit the Times. (977, 992, 1108, 1030)
humphreys-heading: HUMPHREYS AND ANDREWS (423, 110, 549, 141)
money-to-lend-heading: MONEY TO LEND (995, 705, 1090, 717)
wedding-heading: YOUR WEDDING FLOWERS (24, 1001, 114, 1027)
framjee-heading: G. F. FRAMJEE, (1009, 1186, 1076, 1197)
divider (4, 1081, 134, 1082)
